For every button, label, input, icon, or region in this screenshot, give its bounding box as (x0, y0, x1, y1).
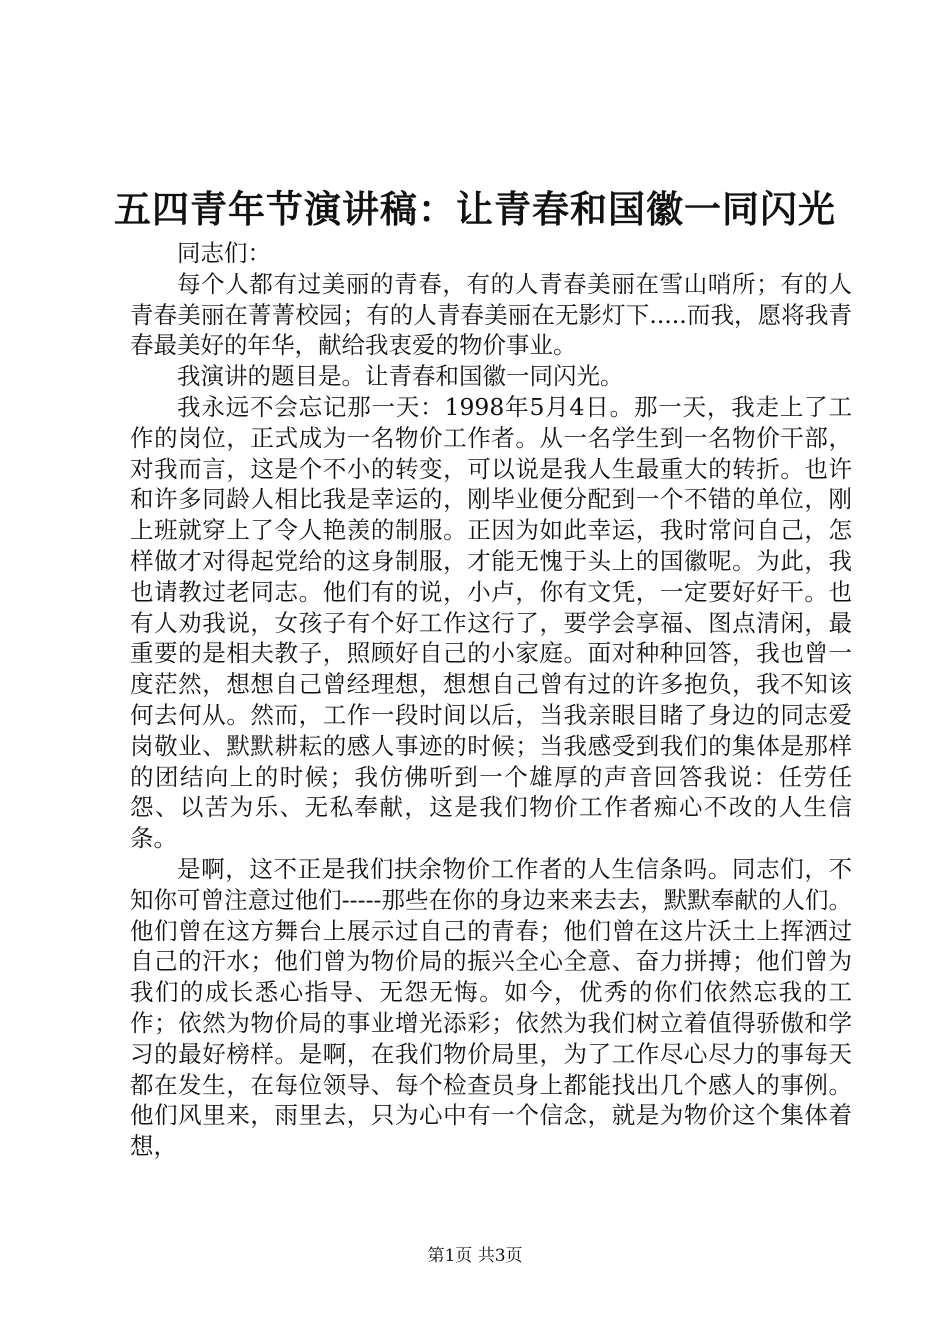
body-paragraph: 我永远不会忘记那一天：1998年5月4日。那一天，我走上了工作的岗位，正式成为一名物价工作者。从一名学生到一名物价干部，对我而言，这是个不小的转变，可以说是我人生最重大的转折。也许和许多同龄人相比我是幸运的，刚毕业便分配到一个不错的单位，刚上班就穿上了令人艳羡的制服。正因为如此幸运，我时常问自己，怎样做才对得起党给的这身制服，才能无愧于头上的国徽呢。为此，我也请教过老同志。他们有的说，小卢，你有文凭，一定要好好干。也有人劝我说，女孩子有个好工作这行了，要学会享福、图点清闲，最重要的是相夫教子，照顾好自己的小家庭。面对种种回答，我也曾一度茫然，想想自己曾经理想，想想自己曾有过的许多抱负，我不知该何去何从。然而，工作一段时间以后，当我亲眼目睹了身边的同志爱岗敬业、默默耕耘的感人事迹的时候；当我感受到我们的集体是那样的团结向上的时候；我仿佛听到一个雄厚的声音回答我说：任劳任怨、以苦为乐、无私奉献，这是我们物价工作者痴心不改的人生信条。 (130, 392, 852, 853)
body-paragraph: 每个人都有过美丽的青春，有的人青春美丽在雪山哨所；有的人青春美丽在菁菁校园；有的人青春美丽在无影灯下.....而我，愿将我青春最美好的年华，献给我衷爱的物价事业。 (130, 269, 852, 360)
document-body (130, 238, 852, 1162)
body-paragraph: 我演讲的题目是。让青春和国徽一同闪光。 (177, 362, 624, 391)
page-number-footer: 第1页 共3页 (427, 1246, 523, 1266)
document-title: 五四青年节演讲稿：让青春和国徽一同闪光 (114, 187, 836, 231)
salutation-paragraph: 同志们： (177, 239, 271, 267)
body-paragraph: 是啊，这不正是我们扶余物价工作者的人生信条吗。同志们，不知你可曾注意过他们-----那些在你的身边来来去去，默默奉献的人们。他们曾在这方舞台上展示过自己的青春；他们曾在这片沃土上挥洒过自己的汗水；他们曾为物价局的振兴全心全意、奋力拼搏；他们曾为我们的成长悉心指导、无怨无悔。如今，优秀的你们依然忘我的工作；依然为物价局的事业增光添彩；依然为我们树立着值得骄傲和学习的最好榜样。是啊，在我们物价局里，为了工作尽心尽力的事每天都在发生，在每位领导、每个检查员身上都能找出几个感人的事例。他们风里来，雨里去，只为心中有一个信念，就是为物价这个集体着想， (130, 854, 852, 1161)
